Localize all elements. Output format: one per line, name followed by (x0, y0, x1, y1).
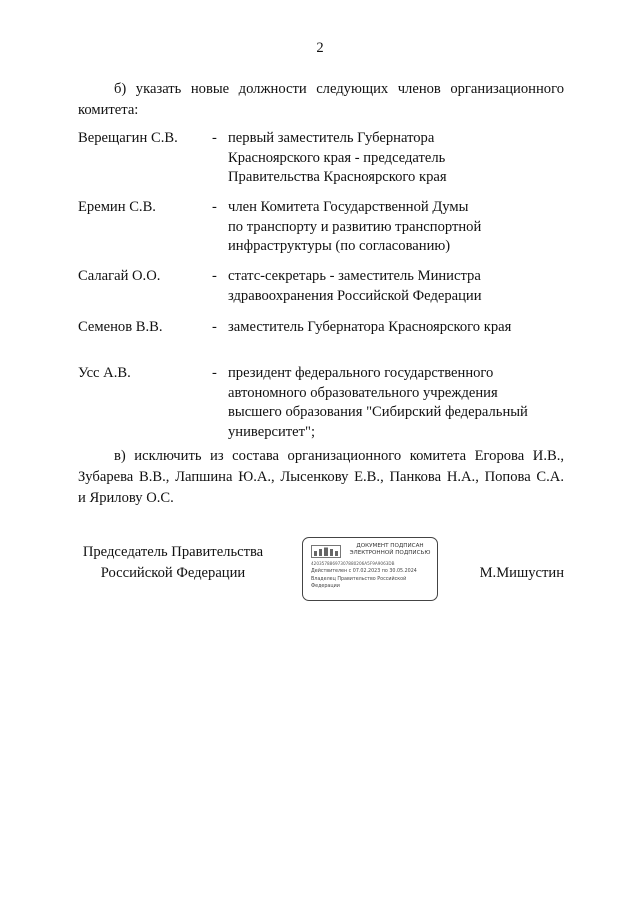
stamp-validity: Действителен с 07.02.2023 по 30.05.2024 (311, 569, 417, 574)
member-position (228, 129, 568, 188)
member-position (228, 267, 568, 306)
member-position-line: заместитель Губернатора Красноярского края (228, 319, 512, 335)
member-dash: - (212, 268, 217, 284)
stamp-header-line1: ДОКУМЕНТ ПОДПИСАН (356, 543, 424, 549)
section-c-line2: Зубарева В.В., Лапшина Ю.А., Лысенкову Е.В., Панкова Н.А., Попова С.А. (78, 469, 564, 485)
member-dash: - (212, 199, 217, 215)
member-position-line: университет"; (228, 423, 316, 440)
member-position-line: президент федерального государственного (228, 365, 494, 381)
member-name: Салагай О.О. (78, 268, 161, 284)
section-b-line2: комитета: (78, 102, 139, 118)
stamp-certificate: 42035788697307880206A5F9A9063DB (311, 561, 395, 566)
stamp-header (345, 543, 435, 556)
member-position-line: Красноярского края - председатель (228, 149, 446, 166)
member-position-line: статс-секретарь - заместитель Министра (228, 268, 481, 284)
member-dash: - (212, 319, 217, 335)
member-position-line: первый заместитель Губернатора (228, 130, 435, 146)
electronic-signature-stamp (302, 537, 438, 601)
member-position-line: по транспорту и развитию транспортной (228, 218, 482, 235)
section-b-paragraph (78, 79, 564, 121)
member-position-line: член Комитета Государственной Думы (228, 199, 469, 215)
member-position (228, 318, 568, 338)
page-number: 2 (316, 40, 324, 56)
member-name: Верещагин С.В. (78, 130, 178, 146)
member-name: Еремин С.В. (78, 199, 156, 215)
member-name: Усс А.В. (78, 365, 131, 381)
member-position (228, 364, 568, 442)
section-c-line1: в) исключить из состава организационного комитета Егорова И.В., (114, 448, 564, 464)
member-position-line: высшего образования "Сибирский федеральный (228, 404, 528, 420)
member-position-line: инфраструктуры (по согласованию) (228, 238, 451, 254)
member-position (228, 198, 568, 257)
signatory-title-line1: Председатель Правительства (82, 544, 264, 560)
stamp-header-line2: ЭЛЕКТРОННОЙ ПОДПИСЬЮ (349, 549, 431, 556)
member-position-line: Правительства Красноярского края (228, 169, 447, 185)
member-position-line: здравоохранения Российской Федерации (228, 287, 482, 304)
member-name: Семенов В.В. (78, 319, 163, 335)
member-dash: - (212, 130, 217, 146)
stamp-owner-line1: Владелец Правительство Российской (311, 577, 407, 582)
government-emblem-icon (311, 545, 341, 558)
signatory-title-line2: Российской Федерации (100, 565, 246, 581)
section-c-paragraph (78, 446, 564, 509)
member-position-line: автономного образовательного учреждения (228, 384, 498, 401)
member-dash: - (212, 365, 217, 381)
stamp-owner-line2: Федерации (311, 584, 340, 589)
section-b-line1: б) указать новые должности следующих членов организационного (114, 81, 564, 97)
signatory-title (78, 542, 268, 584)
signatory-name: М.Мишустин (479, 565, 564, 581)
section-c-line3: и Ярилову О.С. (78, 490, 174, 506)
